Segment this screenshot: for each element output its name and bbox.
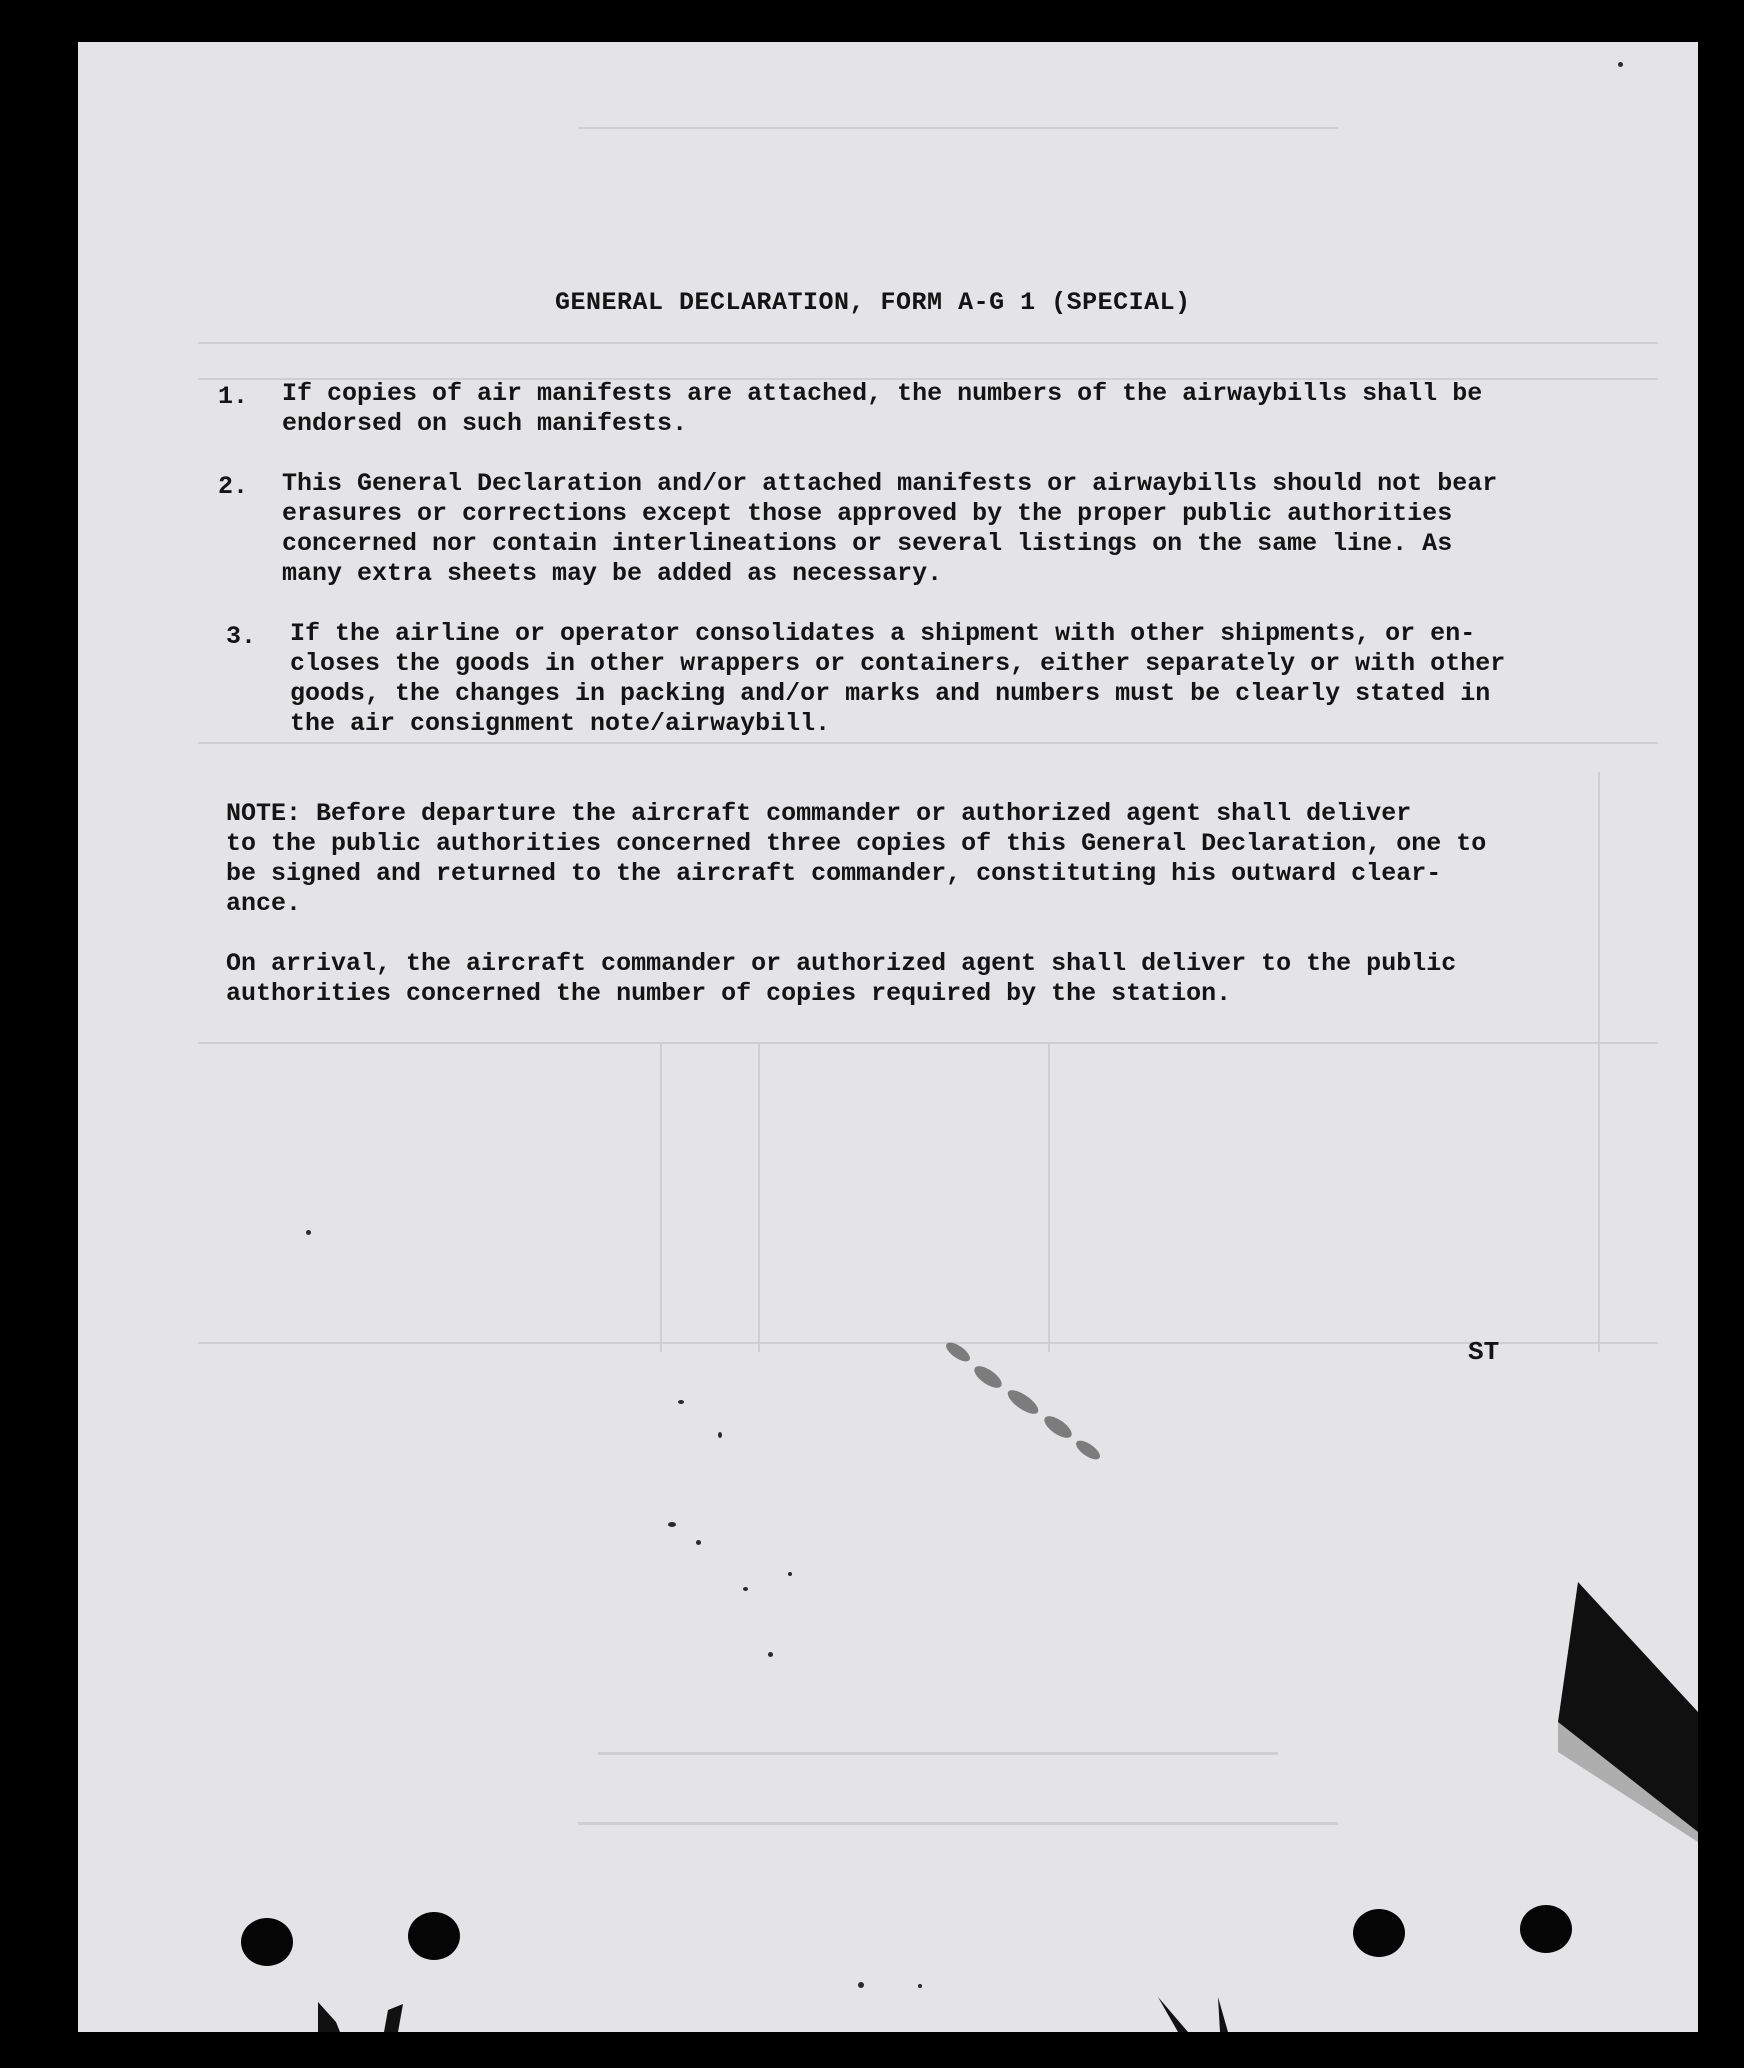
item-text-line: many extra sheets may be added as necessary.: [282, 559, 943, 588]
arrival-text-line: authorities concerned the number of copies required by the station.: [226, 979, 1232, 1008]
speck: [696, 1540, 701, 1545]
item-number: 3.: [226, 622, 257, 651]
item-number: 2.: [218, 472, 249, 501]
bleed-through-line: [198, 1042, 1658, 1044]
edge-mark: [318, 1992, 438, 2032]
bleed-through-line: [598, 1752, 1278, 1755]
punch-hole: [408, 1912, 460, 1960]
speck: [718, 1432, 722, 1438]
stray-mark: ST: [1468, 1337, 1500, 1367]
speck: [858, 1982, 864, 1988]
note-text-line: NOTE: Before departure the aircraft commander or authorized agent shall deliver: [226, 799, 1412, 828]
document-page: [78, 42, 1698, 2032]
bleed-through-line: [578, 127, 1338, 129]
folded-corner-shadow: [1558, 1582, 1698, 1842]
punch-hole: [1520, 1905, 1572, 1953]
item-text-line: closes the goods in other wrappers or containers, either separately or with other: [290, 649, 1506, 678]
punch-hole: [1353, 1909, 1405, 1957]
bleed-through-line: [1598, 772, 1600, 1352]
bleed-through-line: [578, 1822, 1338, 1825]
item-text-line: erasures or corrections except those approved by the proper public authorities: [282, 499, 1453, 528]
speck: [788, 1572, 792, 1576]
note-text-line: ance.: [226, 889, 302, 918]
item-text-line: goods, the changes in packing and/or marks and numbers must be clearly stated in: [290, 679, 1491, 708]
punch-hole: [241, 1918, 293, 1966]
bleed-through-line: [1048, 1042, 1050, 1352]
item-text-line: endorsed on such manifests.: [282, 409, 688, 438]
item-text-line: the air consignment note/airwaybill.: [290, 709, 831, 738]
edge-mark: [1158, 1997, 1238, 2032]
bleed-through-line: [198, 742, 1658, 744]
item-text-line: concerned nor contain interlineations or several listings on the same line. As: [282, 529, 1453, 558]
page-title: GENERAL DECLARATION, FORM A-G 1 (SPECIAL): [555, 288, 1191, 317]
item-text-line: This General Declaration and/or attached manifests or airwaybills should not bear: [282, 469, 1498, 498]
item-text-line: If copies of air manifests are attached, the numbers of the airwaybills shall be: [282, 379, 1483, 408]
item-text-line: If the airline or operator consolidates a shipment with other shipments, or en-: [290, 619, 1476, 648]
speck: [918, 1984, 922, 1988]
note-text-line: be signed and returned to the aircraft commander, constituting his outward clear-: [226, 859, 1442, 888]
note-text-line: to the public authorities concerned three copies of this General Declaration, one to: [226, 829, 1487, 858]
arrival-text-line: On arrival, the aircraft commander or authorized agent shall deliver to the public: [226, 949, 1457, 978]
speck: [668, 1522, 676, 1527]
bleed-through-line: [198, 342, 1658, 344]
speck: [306, 1230, 311, 1235]
stamp-smudge: [928, 1332, 1158, 1512]
speck: [678, 1400, 684, 1404]
speck: [768, 1652, 773, 1657]
item-number: 1.: [218, 382, 249, 411]
bleed-through-line: [758, 1042, 760, 1352]
speck: [743, 1587, 748, 1591]
bleed-through-line: [660, 1042, 662, 1352]
speck: [1618, 62, 1623, 67]
